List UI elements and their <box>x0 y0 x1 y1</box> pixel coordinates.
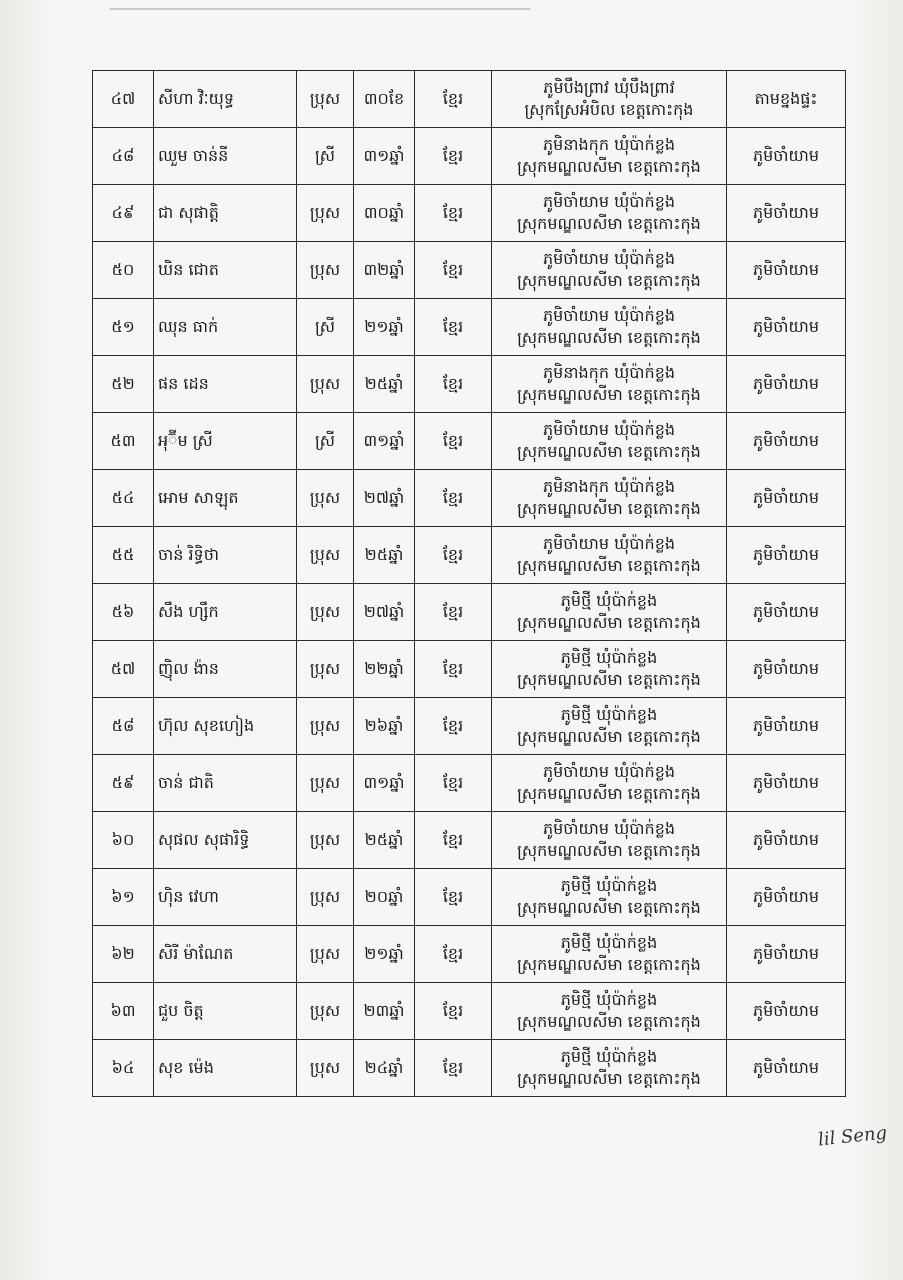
age-cell: ២៦ឆ្នាំ <box>354 698 415 755</box>
row-number: ៥១ <box>93 299 154 356</box>
address-line-district: ស្រុកមណ្ឌលសីមា ខេត្តកោះកុង <box>517 499 701 518</box>
table-row <box>93 584 846 641</box>
address-cell <box>492 242 727 299</box>
address-line-district: ស្រុកមណ្ឌលសីមា ខេត្តកោះកុង <box>517 1012 701 1031</box>
person-name: ហ៊ុល សុខហៀង <box>154 698 297 755</box>
address-line-village: ភូមិថ្មី ឃុំប៉ាក់ខ្លង <box>560 591 658 610</box>
age-cell: ២០ឆ្នាំ <box>354 869 415 926</box>
row-number: ៤៨ <box>93 128 154 185</box>
address-cell <box>492 185 727 242</box>
address-line-district: ស្រុកមណ្ឌលសីមា ខេត្តកោះកុង <box>517 214 701 233</box>
ethnicity-cell: ខ្មែរ <box>415 527 492 584</box>
row-number: ៥៨ <box>93 698 154 755</box>
table-row <box>93 869 846 926</box>
table-row <box>93 983 846 1040</box>
current-location-cell: តាមខ្នងផ្ទះ <box>727 71 846 128</box>
row-number: ៥០ <box>93 242 154 299</box>
current-location-cell: ភូមិចាំយាម <box>727 698 846 755</box>
person-name: ឈួម ចាន់នី <box>154 128 297 185</box>
current-location-cell: ភូមិចាំយាម <box>727 812 846 869</box>
address-line-district: ស្រុកមណ្ឌលសីមា ខេត្តកោះកុង <box>517 385 701 404</box>
sex-cell: ប្រុស <box>297 926 354 983</box>
ethnicity-cell: ខ្មែរ <box>415 413 492 470</box>
current-location-cell: ភូមិចាំយាម <box>727 185 846 242</box>
age-cell: ២៥ឆ្នាំ <box>354 527 415 584</box>
address-line-district: ស្រុកមណ្ឌលសីមា ខេត្តកោះកុង <box>517 328 701 347</box>
age-cell: ៣១ឆ្នាំ <box>354 755 415 812</box>
address-cell <box>492 926 727 983</box>
row-number: ៥២ <box>93 356 154 413</box>
sex-cell: ប្រុស <box>297 698 354 755</box>
age-cell: ២៤ឆ្នាំ <box>354 1040 415 1097</box>
address-line-village: ភូមិថ្មី ឃុំប៉ាក់ខ្លង <box>560 990 658 1009</box>
address-line-village: ភូមិចាំយាម ឃុំប៉ាក់ខ្លង <box>542 762 676 781</box>
address-cell <box>492 584 727 641</box>
age-cell: ៣២ឆ្នាំ <box>354 242 415 299</box>
sex-cell: ប្រុស <box>297 584 354 641</box>
age-cell: ២៣ឆ្នាំ <box>354 983 415 1040</box>
address-cell <box>492 641 727 698</box>
address-cell <box>492 698 727 755</box>
ethnicity-cell: ខ្មែរ <box>415 1040 492 1097</box>
address-line-district: ស្រុកមណ្ឌលសីមា ខេត្តកោះកុង <box>517 613 701 632</box>
address-line-village: ភូមិបឹងព្រាវ ឃុំបឹងព្រាវ <box>543 78 675 97</box>
sex-cell: ប្រុស <box>297 470 354 527</box>
current-location-cell: ភូមិចាំយាម <box>727 584 846 641</box>
sex-cell: ប្រុស <box>297 242 354 299</box>
person-name: ឈុន ធាក់ <box>154 299 297 356</box>
table-row <box>93 413 846 470</box>
table-row <box>93 641 846 698</box>
ethnicity-cell: ខ្មែរ <box>415 71 492 128</box>
person-name: សិរី ម៉ាណែត <box>154 926 297 983</box>
age-cell: ២៧ឆ្នាំ <box>354 584 415 641</box>
address-line-village: ភូមិថ្មី ឃុំប៉ាក់ខ្លង <box>560 648 658 667</box>
ethnicity-cell: ខ្មែរ <box>415 128 492 185</box>
person-name: ជា សុផាត្តិ <box>154 185 297 242</box>
row-number: ៥៤ <box>93 470 154 527</box>
address-cell <box>492 470 727 527</box>
age-cell: ២៥ឆ្នាំ <box>354 356 415 413</box>
ethnicity-cell: ខ្មែរ <box>415 812 492 869</box>
ethnicity-cell: ខ្មែរ <box>415 641 492 698</box>
sex-cell: ប្រុស <box>297 71 354 128</box>
address-line-district: ស្រុកមណ្ឌលសីមា ខេត្តកោះកុង <box>517 784 701 803</box>
person-name: ជួប ចិត្ត <box>154 983 297 1040</box>
address-cell <box>492 869 727 926</box>
age-cell: ២១ឆ្នាំ <box>354 299 415 356</box>
sex-cell: ប្រុស <box>297 755 354 812</box>
table-row <box>93 926 846 983</box>
address-line-village: ភូមិនាងកុក ឃុំប៉ាក់ខ្លង <box>542 477 676 496</box>
address-cell <box>492 356 727 413</box>
current-location-cell: ភូមិចាំយាម <box>727 641 846 698</box>
row-number: ៦៤ <box>93 1040 154 1097</box>
ethnicity-cell: ខ្មែរ <box>415 299 492 356</box>
table-row <box>93 1040 846 1097</box>
age-cell: ២៧ឆ្នាំ <box>354 470 415 527</box>
age-cell: ៣០ខែ <box>354 71 415 128</box>
row-number: ៦៣ <box>93 983 154 1040</box>
ethnicity-cell: ខ្មែរ <box>415 584 492 641</box>
address-line-village: ភូមិថ្មី ឃុំប៉ាក់ខ្លង <box>560 933 658 952</box>
age-cell: ២២ឆ្នាំ <box>354 641 415 698</box>
current-location-cell: ភូមិចាំយាម <box>727 470 846 527</box>
address-cell <box>492 527 727 584</box>
ethnicity-cell: ខ្មែរ <box>415 698 492 755</box>
table-row <box>93 299 846 356</box>
address-line-village: ភូមិថ្មី ឃុំប៉ាក់ខ្លង <box>560 705 658 724</box>
ethnicity-cell: ខ្មែរ <box>415 869 492 926</box>
sex-cell: ប្រុស <box>297 869 354 926</box>
current-location-cell: ភូមិចាំយាម <box>727 926 846 983</box>
table-row <box>93 356 846 413</box>
row-number: ៥៧ <box>93 641 154 698</box>
person-name: សុផល សុផារិទ្ធិ <box>154 812 297 869</box>
address-line-village: ភូមិចាំយាម ឃុំប៉ាក់ខ្លង <box>542 420 676 439</box>
address-line-village: ភូមិថ្មី ឃុំប៉ាក់ខ្លង <box>560 876 658 895</box>
address-cell <box>492 128 727 185</box>
age-cell: ៣១ឆ្នាំ <box>354 413 415 470</box>
current-location-cell: ភូមិចាំយាម <box>727 983 846 1040</box>
address-line-district: ស្រុកមណ្ឌលសីមា ខេត្តកោះកុង <box>517 841 701 860</box>
sex-cell: ប្រុស <box>297 812 354 869</box>
person-name: ចាន់ ជាតិ <box>154 755 297 812</box>
person-name: សីហា វិៈយុទ្ធ <box>154 71 297 128</box>
row-number: ៤៩ <box>93 185 154 242</box>
ethnicity-cell: ខ្មែរ <box>415 356 492 413</box>
address-line-village: ភូមិចាំយាម ឃុំប៉ាក់ខ្លង <box>542 192 676 211</box>
address-cell <box>492 812 727 869</box>
table-row <box>93 185 846 242</box>
address-line-district: ស្រុកមណ្ឌលសីមា ខេត្តកោះកុង <box>517 442 701 461</box>
person-name: អោម សាឡុត <box>154 470 297 527</box>
person-name: ឃិន ជោត <box>154 242 297 299</box>
address-line-district: ស្រុកមណ្ឌលសីមា ខេត្តកោះកុង <box>517 271 701 290</box>
address-line-village: ភូមិនាងកុក ឃុំប៉ាក់ខ្លង <box>542 363 676 382</box>
current-location-cell: ភូមិចាំយាម <box>727 1040 846 1097</box>
sex-cell: ប្រុស <box>297 1040 354 1097</box>
address-line-district: ស្រុកមណ្ឌលសីមា ខេត្តកោះកុង <box>517 1069 701 1088</box>
person-name: ញ៉ិល ង៉ាន <box>154 641 297 698</box>
row-number: ៥៣ <box>93 413 154 470</box>
sex-cell: ប្រុស <box>297 641 354 698</box>
address-line-district: ស្រុកមណ្ឌលសីមា ខេត្តកោះកុង <box>517 556 701 575</box>
sex-cell: ស្រី <box>297 128 354 185</box>
person-name: សឹង ហ្សឹក <box>154 584 297 641</box>
sex-cell: ស្រី <box>297 413 354 470</box>
table-row <box>93 755 846 812</box>
address-line-district: ស្រុកស្រែអំបិល ខេត្តកោះកុង <box>524 100 694 119</box>
address-line-district: ស្រុកមណ្ឌលសីមា ខេត្តកោះកុង <box>517 727 701 746</box>
age-cell: ៣០ឆ្នាំ <box>354 185 415 242</box>
current-location-cell: ភូមិចាំយាម <box>727 755 846 812</box>
sex-cell: ប្រុស <box>297 983 354 1040</box>
address-cell <box>492 413 727 470</box>
row-number: ៥៥ <box>93 527 154 584</box>
person-name: ចាន់ រិទ្ធិថា <box>154 527 297 584</box>
sex-cell: ប្រុស <box>297 185 354 242</box>
current-location-cell: ភូមិចាំយាម <box>727 299 846 356</box>
table-row <box>93 242 846 299</box>
address-cell <box>492 983 727 1040</box>
address-line-district: ស្រុកមណ្ឌលសីមា ខេត្តកោះកុង <box>517 670 701 689</box>
ethnicity-cell: ខ្មែរ <box>415 926 492 983</box>
ethnicity-cell: ខ្មែរ <box>415 755 492 812</box>
address-line-village: ភូមិចាំយាម ឃុំប៉ាក់ខ្លង <box>542 249 676 268</box>
person-name: សុខ ម៉េង <box>154 1040 297 1097</box>
roster-body <box>93 71 846 1097</box>
current-location-cell: ភូមិចាំយាម <box>727 413 846 470</box>
current-location-cell: ភូមិចាំយាម <box>727 356 846 413</box>
person-name: អុ៊ីម ស្រី <box>154 413 297 470</box>
address-line-village: ភូមិថ្មី ឃុំប៉ាក់ខ្លង <box>560 1047 658 1066</box>
address-line-village: ភូមិចាំយាម ឃុំប៉ាក់ខ្លង <box>542 306 676 325</box>
row-number: ៦១ <box>93 869 154 926</box>
table-row <box>93 527 846 584</box>
ethnicity-cell: ខ្មែរ <box>415 242 492 299</box>
address-line-village: ភូមិចាំយាម ឃុំប៉ាក់ខ្លង <box>542 534 676 553</box>
row-number: ៤៧ <box>93 71 154 128</box>
address-line-village: ភូមិនាងកុក ឃុំប៉ាក់ខ្លង <box>542 135 676 154</box>
sex-cell: ប្រុស <box>297 356 354 413</box>
person-name: ផន ដេន <box>154 356 297 413</box>
current-location-cell: ភូមិចាំយាម <box>727 869 846 926</box>
row-number: ៥៩ <box>93 755 154 812</box>
table-row <box>93 71 846 128</box>
sex-cell: ប្រុស <box>297 527 354 584</box>
address-cell <box>492 71 727 128</box>
current-location-cell: ភូមិចាំយាម <box>727 128 846 185</box>
table-row <box>93 812 846 869</box>
age-cell: ២១ឆ្នាំ <box>354 926 415 983</box>
address-line-district: ស្រុកមណ្ឌលសីមា ខេត្តកោះកុង <box>517 898 701 917</box>
ethnicity-cell: ខ្មែរ <box>415 470 492 527</box>
person-name: ហ៊ិន វេហា <box>154 869 297 926</box>
current-location-cell: ភូមិចាំយាម <box>727 527 846 584</box>
sex-cell: ស្រី <box>297 299 354 356</box>
row-number: ៦០ <box>93 812 154 869</box>
ethnicity-cell: ខ្មែរ <box>415 983 492 1040</box>
page-top-edge <box>110 0 530 10</box>
handwritten-signature: lil Seng <box>817 1122 889 1151</box>
table-row <box>93 698 846 755</box>
row-number: ៥៦ <box>93 584 154 641</box>
roster-table <box>92 70 846 1097</box>
address-line-district: ស្រុកមណ្ឌលសីមា ខេត្តកោះកុង <box>517 955 701 974</box>
table-row <box>93 128 846 185</box>
age-cell: ៣១ឆ្នាំ <box>354 128 415 185</box>
address-line-village: ភូមិចាំយាម ឃុំប៉ាក់ខ្លង <box>542 819 676 838</box>
address-line-district: ស្រុកមណ្ឌលសីមា ខេត្តកោះកុង <box>517 157 701 176</box>
address-cell <box>492 1040 727 1097</box>
table-row <box>93 470 846 527</box>
age-cell: ២៥ឆ្នាំ <box>354 812 415 869</box>
current-location-cell: ភូមិចាំយាម <box>727 242 846 299</box>
row-number: ៦២ <box>93 926 154 983</box>
ethnicity-cell: ខ្មែរ <box>415 185 492 242</box>
address-cell <box>492 755 727 812</box>
address-cell <box>492 299 727 356</box>
